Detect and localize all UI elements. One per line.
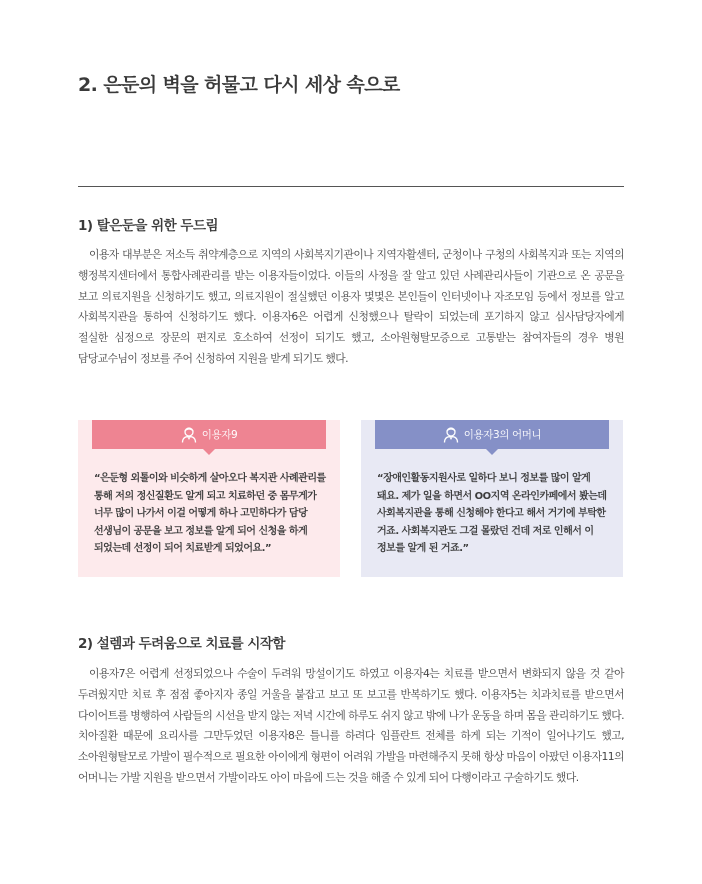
quote-box-user9 xyxy=(78,420,340,577)
person-icon xyxy=(181,426,197,443)
quote-speaker-header xyxy=(92,420,326,449)
chapter-title: 2. 은둔의 벽을 허물고 다시 세상 속으로 xyxy=(78,74,400,96)
quote-text: “은둔형 외톨이와 비슷하게 살아오다 복지관 사례관리를 통해 저의 정신질환도 알게 되고 치료하던 중 몸무게가 너무 많이 나가서 이걸 어떻게 하나 고민하다가 담당 선생님이 공문을 보고 정보를 알게 되어 신청을 하게 되었는데 선정이 되어 치료받게 되었어요.” xyxy=(94,473,326,555)
section-2-title: 2) 설렘과 두려움으로 치료를 시작함 xyxy=(78,636,285,652)
quote-speaker-name: 이용자3의 어머니 xyxy=(463,429,542,441)
section-1-paragraph: 이용자 대부분은 저소득 취약계층으로 지역의 사회복지기관이나 지역자활센터, 군청이나 구청의 사회복지과 또는 지역의 행정복지센터에서 통합사례관리를 받는 이용자들이었다. 이들의 사정을 잘 알고 있던 사례관리사들이 기관으로 온 공문을 보고 의료지원을 신청하기도 했고, 의료지원이 절실했던 이용자 몇몇은 본인들이 인터넷이나 자조모임 등에서 정보를 알고 사회복지관을 통하여 신청하기도 했다. 이용자6은 어렵게 신청했으나 탈락이 되었는데 포기하지 않고 심사담당자에게 절실한 심정으로 장문의 편지로 호소하여 선정이 되기도 했고, 소아원형탈모증으로 고통받는 참여자들의 경우 병원 담당교수님이 정보를 주어 신청하여 지원을 받게 되기도 했다. xyxy=(78,248,624,365)
section-1-title: 1) 탈은둔을 위한 두드림 xyxy=(78,218,219,234)
person-icon xyxy=(443,426,459,443)
quote-box-user3-mother xyxy=(361,420,623,577)
quote-speaker-header xyxy=(375,420,609,449)
section-divider xyxy=(78,186,624,187)
quote-speaker-name: 이용자9 xyxy=(201,429,238,441)
section-2-paragraph: 이용자7은 어렵게 선정되었으나 수술이 두려워 망설이기도 하였고 이용자4는 치료를 받으면서 변화되지 않을 것 같아 두려웠지만 치료 후 점점 좋아지자 종일 거울을 붙잡고 보고 또 보고를 반복하기도 했다. 이용자5는 치과치료를 받으면서 다이어트를 병행하여 사람들의 시선을 받지 않는 저녁 시간에 하루도 쉬지 않고 밖에 나가 운동을 하며 몸을 관리하기도 했다. 치아질환 때문에 요리사를 그만두었던 이용자8은 틀니를 하려다 임플란트 전체를 하게 되는 기적이 일어나기도 했고, 소아원형탈모로 가발이 필수적으로 필요한 아이에게 형편이 어려워 가발을 마련해주지 못해 항상 마음이 아팠던 이용자11의 어머니는 가발 지원을 받으면서 가발이라도 아이 마음에 드는 것을 해줄 수 있게 되어 다행이라고 구술하기도 했다. xyxy=(78,667,624,784)
quote-text: “장애인활동지원사로 일하다 보니 정보를 많이 알게 돼요. 제가 일을 하면서 OO지역 온라인카페에서 봤는데 사회복지관을 통해 신청해야 한다고 해서 거기에 부탁한 거죠. 사회복지관도 그걸 몰랐던 건데 저로 인해서 이 정보를 알게 된 거죠.” xyxy=(377,473,607,555)
